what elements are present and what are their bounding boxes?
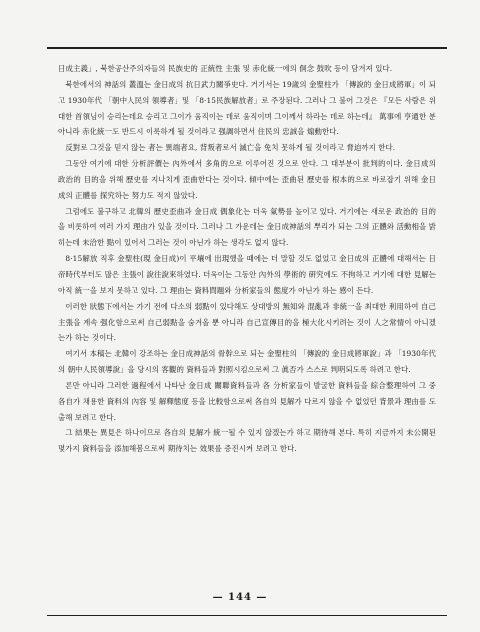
paragraph: 反對로 그것을 믿지 않는 者는 異端者요, 背叛者로서 滅亡을 免치 못하게 될 것이라고 脅迫까지 한다. xyxy=(65,143,396,153)
paragraph: 여기서 本稿는 北韓이 강조하는 金日成神話의 骨幹으로 되는 金聖柱의 「傳說的 金日成將軍說」과 「1930年代의 朝中人民領導說」을 당시의 客觀的 資料들과 對照시킴으로써 그 眞否가 스스로 判明되도록 하려고 한다. xyxy=(58,349,436,375)
paragraph: 이러한 狀態下에서는 가기 전에 다소의 弱點이 있다해도 상대방의 無知와 混亂과 非統一을 최대한 利用하여 自己主張을 계속 强化함으로써 自己弱點을 숨겨올 뿐 아니라 自己宣傳目的을 極大化시키려는 것이 人之常情이 아니겠는가 하는 것이다. xyxy=(58,301,436,343)
paragraph: 8·15解放 직후 金聖柱(現 金日成)이 平壤에 出現했을 때에는 더 말할 것도 없었고 金日成의 正體에 대해서는 日帝時代부터도 많은 主張이 說往說來하였다. 더욱이는 그동안 內外의 學術的 硏究에도 不拘하고 거기에 대한 見解는 아직 統一을 보지 못하고 있다. 그 理由는 資料問題와 分析家들의 態度가 아닌가 하는 感이 든다. xyxy=(58,254,436,295)
bottom-rule xyxy=(47,615,447,616)
paragraph: 그동안 여기에 대한 分析評價는 內外에서 多角的으로 이루어진 것으로 안다. 그 대부분이 批判的이다. 金日成의 政治的 目的을 위해 歷史를 지나치게 歪曲한다는 것이다. 傾中에는 歪曲된 歷史를 根本的으로 바로잡기 위해 金日成의 正體를 探究하는 努力도 적지 않았다. xyxy=(58,159,436,200)
paragraph: 론만 아니라 그러한 過程에서 나타난 金日成 關聯資料들과 各 分析家들이 발굴한 資料들을 綜合整理하여 그 중 各自가 채용한 資料의 內容 및 解釋態度 등을 比較함으로써 各自의 見解가 다르지 않을 수 없었던 背景과 理由를 도출해 보려고 한다. xyxy=(58,380,436,422)
page-number: — 144 — xyxy=(212,592,268,603)
top-rule xyxy=(47,47,447,49)
paragraph: 日成主義」, 북한공산주의자들의 民族史的 正統性 主張 및 赤化統一에의 侗念 鼓吹 등이 담겨져 있다. xyxy=(58,64,393,73)
paragraph: 그럼에도 불구하고 北韓의 歷史歪曲과 金日成 偶象化는 더욱 氣勢를 높이고 있다. 거기에는 새로운 政治的 目的을 비롯하여 여러 가지 理由가 있을 것이다. 그러나 그 가운데는 金日成神話의 뿌리가 되는 그의 正體와 活動相을 밝히는데 未洽한 點이 있어서 그러는 것이 아닌가 하는 생각도 없지 않다. xyxy=(58,206,436,248)
paragraph: 그 結果는 異見은 하나이므로 各自의 見解가 統一될 수 있지 않겠는가 하고 期待해 본다. 특히 지금까지 未公開된 몇가지 資料들을 添加해봄으로써 期待치는 效果를 증진시켜 보려고 한다. xyxy=(58,428,436,454)
body-text xyxy=(58,61,436,457)
paragraph: 북한에서의 神話의 叢溫는 金日成의 抗日武力關爭史다. 거기서는 19歲의 金聖柱가 「傳說的 金日成將軍」이 되고 1930年代 「朝中人民의 領導者」및 「8·15民族解放者」로 주장된다. 그러나 그 불어 그것은 『모든 사람은 위대한 首領님이 승리는데요 승리고 그이가 움직이는 데로 움직이며 그이께서 하라는 데로 하는데』 萬事에 亨通한 분 아니라 赤化統一도 반드시 이룩하게 될 것이라고 强調하면서 住民의 忠誠을 煽動한다. xyxy=(58,79,436,137)
